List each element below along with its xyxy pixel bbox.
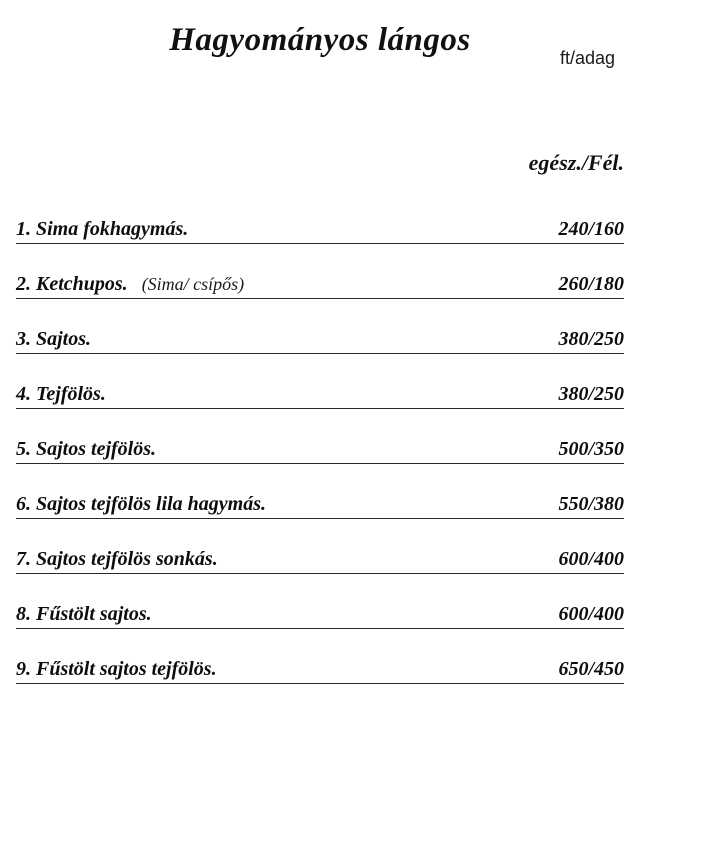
leader-rule (16, 408, 624, 409)
item-name-text: 8. Fűstölt sajtos. (16, 603, 152, 625)
unit-label: ft/adag (560, 48, 616, 68)
item-name-text: 7. Sajtos tejfölös sonkás. (16, 548, 218, 570)
item-note: (Sima/ csípős) (141, 274, 245, 294)
item-name (16, 438, 162, 461)
item-price: 380/250 (550, 383, 624, 406)
item-name-text: 9. Fűstölt sajtos tejfölös. (16, 658, 217, 680)
list-item (16, 370, 624, 425)
leader-rule (16, 683, 624, 684)
list-item (16, 205, 624, 260)
item-price: 260/180 (550, 273, 624, 296)
item-name (16, 603, 158, 626)
item-name-text: 4. Tejfölös. (16, 383, 106, 405)
list-item (16, 480, 624, 535)
page-title: Hagyományos lángos (169, 22, 471, 58)
leader-rule (16, 463, 624, 464)
item-name (16, 493, 272, 516)
item-price: 600/400 (550, 603, 624, 626)
item-name-text: 1. Sima fokhagymás. (16, 218, 189, 240)
leader-rule (16, 298, 624, 299)
price-column-header: egész./Fél. (528, 150, 624, 175)
item-name (16, 218, 194, 241)
item-price: 550/380 (550, 493, 624, 516)
item-name (16, 383, 112, 406)
leader-rule (16, 243, 624, 244)
item-name-text: 5. Sajtos tejfölös. (16, 438, 157, 460)
list-item (16, 315, 624, 370)
list-item (16, 260, 624, 315)
list-item (16, 590, 624, 645)
list-item (16, 425, 624, 480)
item-name (16, 273, 250, 296)
item-price: 500/350 (550, 438, 624, 461)
menu-item-list (16, 205, 624, 700)
item-name-text: 2. Ketchupos. (16, 273, 128, 295)
item-name (16, 548, 224, 571)
item-price: 650/450 (550, 658, 624, 681)
leader-rule (16, 573, 624, 574)
leader-rule (16, 628, 624, 629)
item-price: 380/250 (550, 328, 624, 351)
leader-rule (16, 353, 624, 354)
item-price: 600/400 (550, 548, 624, 571)
item-name-text: 3. Sajtos. (16, 328, 92, 350)
item-name-text: 6. Sajtos tejfölös lila hagymás. (16, 493, 267, 515)
list-item (16, 645, 624, 700)
leader-rule (16, 518, 624, 519)
item-price: 240/160 (550, 218, 624, 241)
item-name (16, 328, 97, 351)
list-item (16, 535, 624, 590)
item-name (16, 658, 223, 681)
